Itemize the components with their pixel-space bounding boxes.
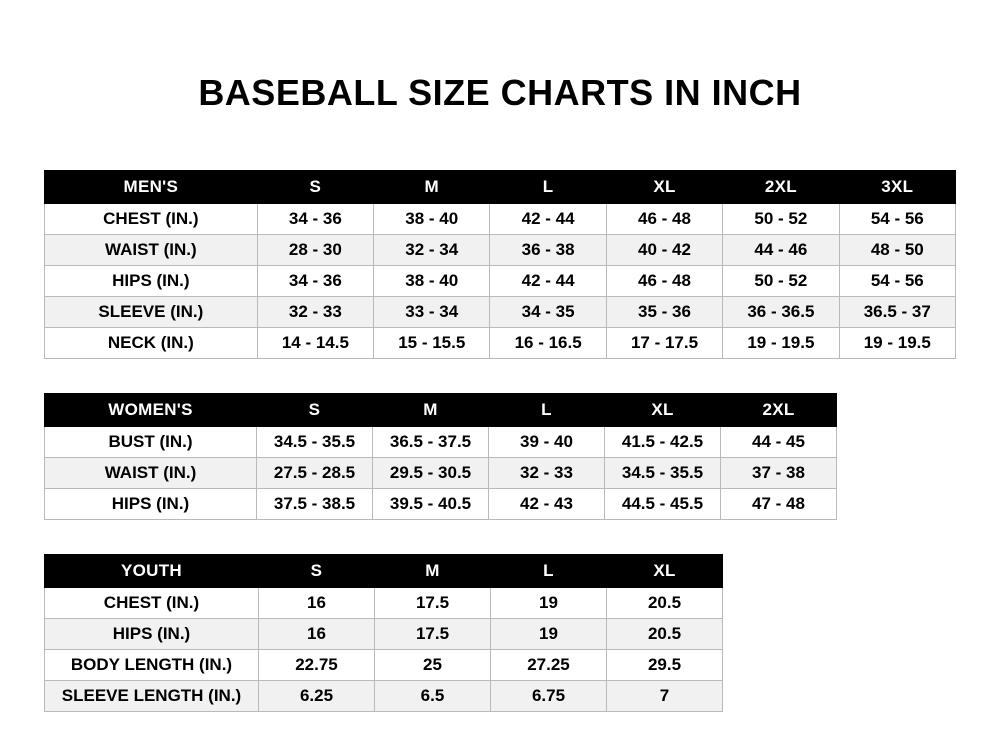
table-cell: 50 - 52 <box>723 204 839 235</box>
row-label: BODY LENGTH (IN.) <box>45 650 259 681</box>
mens-size-table <box>44 170 956 359</box>
table-cell: 39.5 - 40.5 <box>373 489 489 520</box>
table-cell: 46 - 48 <box>606 204 722 235</box>
table-cell: 44 - 46 <box>723 235 839 266</box>
table-cell: 6.75 <box>491 681 607 712</box>
table-cell: 37.5 - 38.5 <box>257 489 373 520</box>
table-row <box>45 650 723 681</box>
table-row <box>45 489 837 520</box>
table-cell: 20.5 <box>607 588 723 619</box>
table-cell: 17 - 17.5 <box>606 328 722 359</box>
table-cell: 19 - 19.5 <box>723 328 839 359</box>
table-cell: 42 - 43 <box>489 489 605 520</box>
column-header: XL <box>607 555 723 588</box>
table-cell: 34.5 - 35.5 <box>605 458 721 489</box>
table-cell: 34 - 36 <box>257 204 373 235</box>
table-cell: 19 <box>491 619 607 650</box>
table-cell: 36.5 - 37.5 <box>373 427 489 458</box>
column-header: YOUTH <box>45 555 259 588</box>
table-cell: 41.5 - 42.5 <box>605 427 721 458</box>
row-label: BUST (IN.) <box>45 427 257 458</box>
column-header: M <box>374 171 490 204</box>
table-cell: 29.5 - 30.5 <box>373 458 489 489</box>
table-cell: 34 - 35 <box>490 297 606 328</box>
table-row <box>45 619 723 650</box>
table-header-row <box>45 394 837 427</box>
table-row <box>45 235 956 266</box>
table-row <box>45 458 837 489</box>
table-header-row <box>45 555 723 588</box>
table-row <box>45 297 956 328</box>
table-cell: 6.25 <box>259 681 375 712</box>
column-header: MEN'S <box>45 171 258 204</box>
column-header: L <box>491 555 607 588</box>
youth-size-table <box>44 554 723 712</box>
table-cell: 14 - 14.5 <box>257 328 373 359</box>
table-cell: 27.25 <box>491 650 607 681</box>
column-header: S <box>257 171 373 204</box>
column-header: 2XL <box>723 171 839 204</box>
table-cell: 25 <box>375 650 491 681</box>
row-label: NECK (IN.) <box>45 328 258 359</box>
table-cell: 50 - 52 <box>723 266 839 297</box>
page-title: BASEBALL SIZE CHARTS IN INCH <box>198 72 802 113</box>
table-cell: 20.5 <box>607 619 723 650</box>
table-header-row <box>45 171 956 204</box>
table-row <box>45 427 837 458</box>
table-cell: 32 - 33 <box>489 458 605 489</box>
table-cell: 38 - 40 <box>374 204 490 235</box>
column-header: XL <box>606 171 722 204</box>
table-cell: 19 - 19.5 <box>839 328 955 359</box>
row-label: CHEST (IN.) <box>45 204 258 235</box>
table-cell: 17.5 <box>375 588 491 619</box>
table-cell: 36.5 - 37 <box>839 297 955 328</box>
table-cell: 33 - 34 <box>374 297 490 328</box>
row-label: WAIST (IN.) <box>45 235 258 266</box>
column-header: WOMEN'S <box>45 394 257 427</box>
table-cell: 44 - 45 <box>721 427 837 458</box>
table-row <box>45 588 723 619</box>
table-cell: 48 - 50 <box>839 235 955 266</box>
table-cell: 42 - 44 <box>490 266 606 297</box>
tables-container <box>0 170 1000 712</box>
table-cell: 17.5 <box>375 619 491 650</box>
table-cell: 46 - 48 <box>606 266 722 297</box>
table-cell: 22.75 <box>259 650 375 681</box>
row-label: WAIST (IN.) <box>45 458 257 489</box>
table-cell: 32 - 33 <box>257 297 373 328</box>
table-cell: 39 - 40 <box>489 427 605 458</box>
column-header: M <box>373 394 489 427</box>
table-cell: 32 - 34 <box>374 235 490 266</box>
table-cell: 54 - 56 <box>839 266 955 297</box>
table-cell: 54 - 56 <box>839 204 955 235</box>
table-cell: 27.5 - 28.5 <box>257 458 373 489</box>
column-header: 3XL <box>839 171 955 204</box>
table-cell: 28 - 30 <box>257 235 373 266</box>
column-header: S <box>259 555 375 588</box>
table-row <box>45 266 956 297</box>
row-label: HIPS (IN.) <box>45 489 257 520</box>
table-cell: 16 <box>259 588 375 619</box>
row-label: HIPS (IN.) <box>45 619 259 650</box>
column-header: L <box>490 171 606 204</box>
table-cell: 29.5 <box>607 650 723 681</box>
row-label: SLEEVE LENGTH (IN.) <box>45 681 259 712</box>
womens-size-table <box>44 393 837 520</box>
column-header: M <box>375 555 491 588</box>
table-cell: 40 - 42 <box>606 235 722 266</box>
table-cell: 16 - 16.5 <box>490 328 606 359</box>
table-cell: 35 - 36 <box>606 297 722 328</box>
table-cell: 16 <box>259 619 375 650</box>
table-cell: 44.5 - 45.5 <box>605 489 721 520</box>
table-cell: 34 - 36 <box>257 266 373 297</box>
table-cell: 36 - 38 <box>490 235 606 266</box>
table-cell: 47 - 48 <box>721 489 837 520</box>
column-header: 2XL <box>721 394 837 427</box>
column-header: XL <box>605 394 721 427</box>
column-header: S <box>257 394 373 427</box>
table-cell: 15 - 15.5 <box>374 328 490 359</box>
table-cell: 42 - 44 <box>490 204 606 235</box>
row-label: HIPS (IN.) <box>45 266 258 297</box>
table-cell: 36 - 36.5 <box>723 297 839 328</box>
column-header: L <box>489 394 605 427</box>
table-row <box>45 328 956 359</box>
table-cell: 38 - 40 <box>374 266 490 297</box>
table-cell: 37 - 38 <box>721 458 837 489</box>
table-cell: 7 <box>607 681 723 712</box>
row-label: CHEST (IN.) <box>45 588 259 619</box>
table-row <box>45 204 956 235</box>
table-row <box>45 681 723 712</box>
row-label: SLEEVE (IN.) <box>45 297 258 328</box>
table-cell: 19 <box>491 588 607 619</box>
table-cell: 34.5 - 35.5 <box>257 427 373 458</box>
table-cell: 6.5 <box>375 681 491 712</box>
